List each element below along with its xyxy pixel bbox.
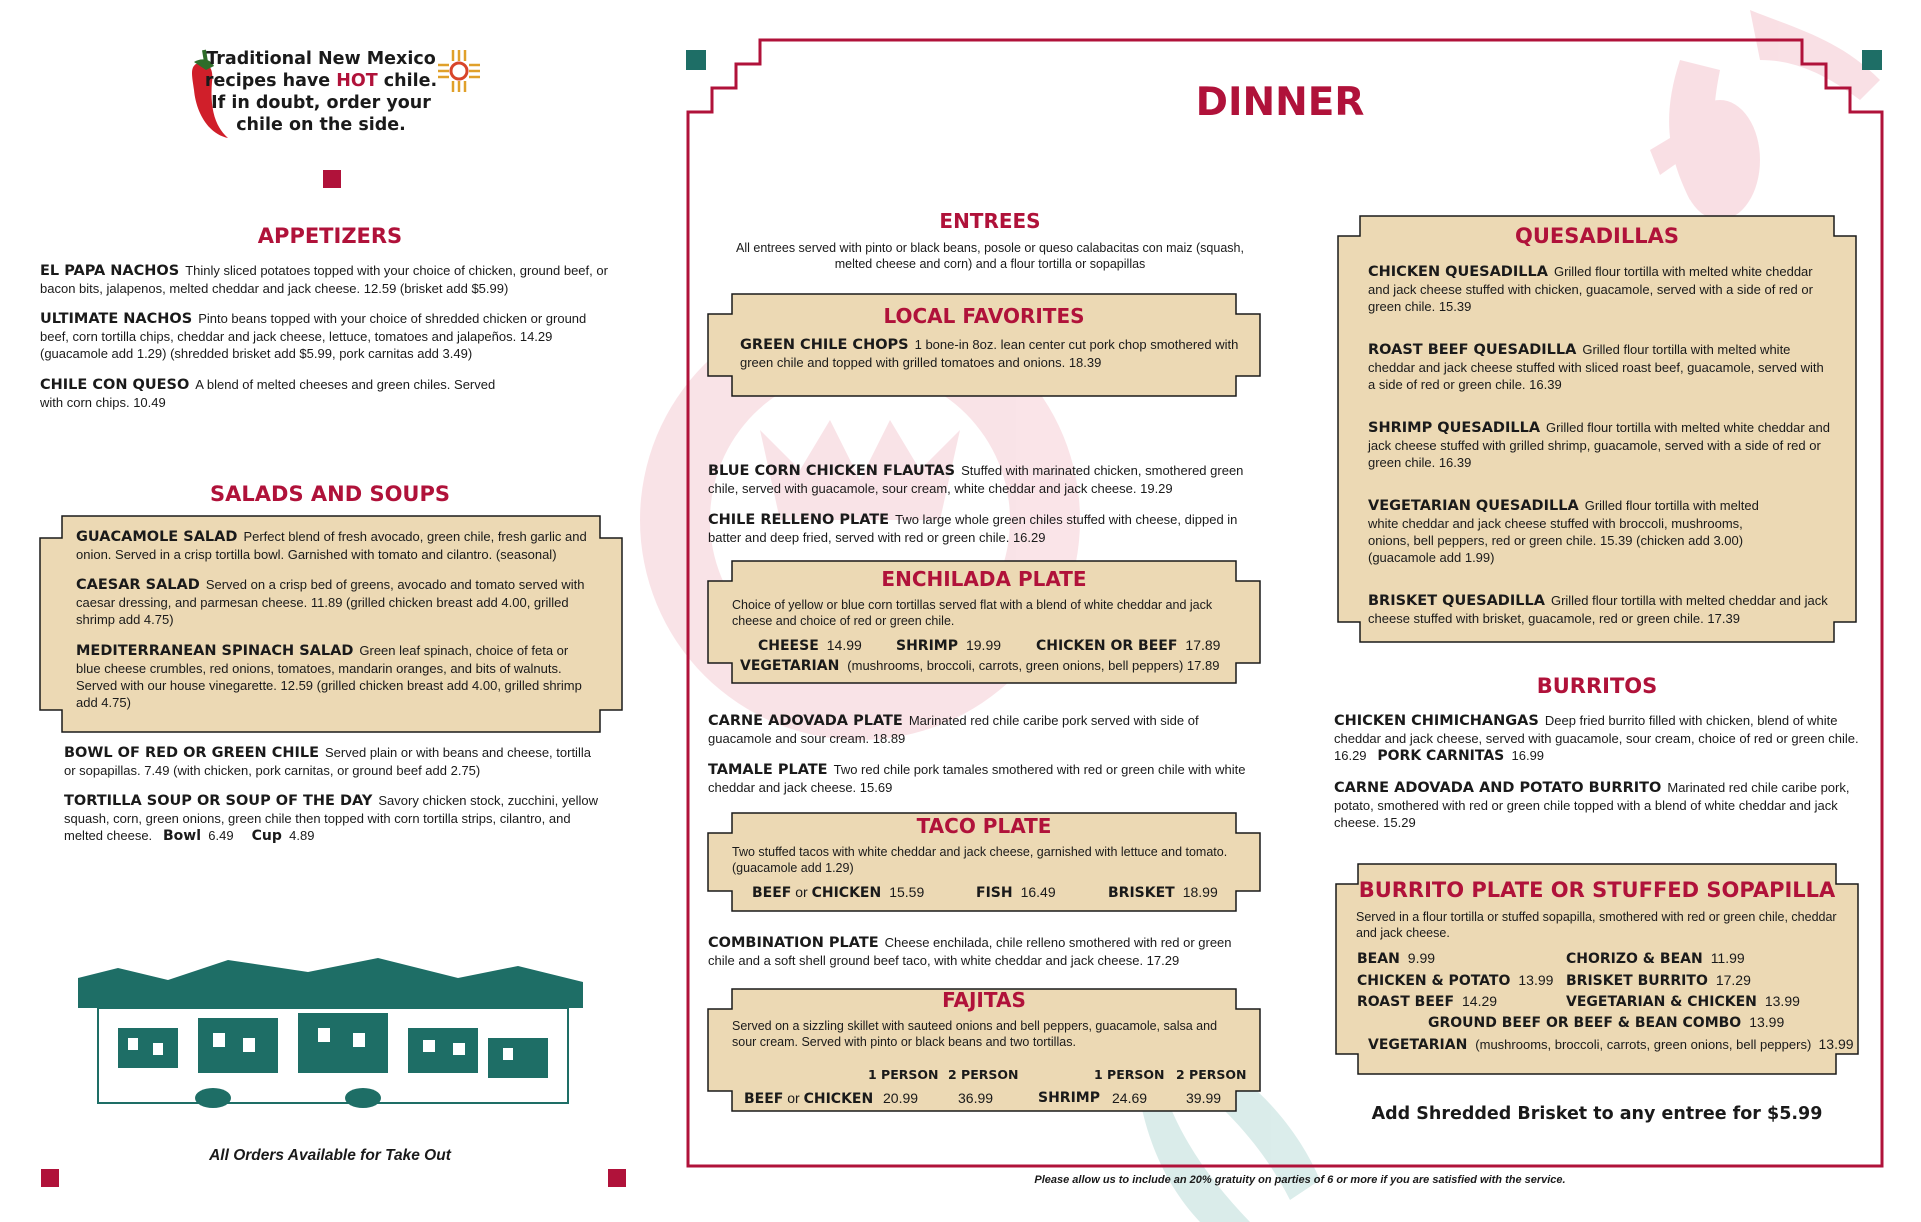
menu-item: CAESAR SALAD Served on a crisp bed of greens, avocado and tomato served with caesar dressing, and parmesan cheese. 11.89 (grilled chicken breast add 4.00, grilled shrimp add 4.75) [76,577,585,627]
burrito-plate-title: BURRITO PLATE OR STUFFED SOPAPILLA [1358,878,1836,902]
menu-item: TAMALE PLATE Two red chile pork tamales smothered with red or green chile with white cheddar and jack cheese. 15.69 [708,762,1246,795]
price-label: SHRIMP [1038,1090,1100,1106]
person-header: 1 PERSON [868,1067,939,1082]
fajitas-title: FAJITAS [942,988,1026,1012]
menu-item: CHICKEN QUESADILLA Grilled flour tortilla with melted white cheddar and jack cheese stuffed with chicken, guacamole, served with a side of red or green chile. 15.39 [1368,264,1813,314]
pueblo-illustration [78,948,586,1118]
price-row: CHEESE 14.99 [758,637,862,654]
price-row: VEGETARIAN (mushrooms, broccoli, carrots, green onions, bell peppers) 17.89 [740,658,1220,674]
menu-item: CHILE CON QUESO A blend of melted cheeses and green chiles. Served with corn chips. 10.49 [40,377,496,410]
price-row: VEGETARIAN & CHICKEN 13.99 [1566,993,1800,1010]
price-row: BEEF or CHICKEN [744,1090,874,1107]
brisket-note: Add Shredded Brisket to any entree for $5.99 [1371,1104,1823,1124]
decor-square [608,1169,626,1187]
tagline-line-2: recipes have HOT chile. [204,71,438,91]
menu-item: BOWL OF RED OR GREEN CHILE Served plain or with beans and cheese, tortilla or sopapillas. 7.49 (with chicken, pork carnitas, or ground beef add 2.75) [64,745,591,778]
decor-square-teal [686,50,706,70]
menu-item: BRISKET QUESADILLA Grilled flour tortilla with melted cheddar and jack cheese stuffed with brisket, guacamole, red or green chile. 17.39 [1368,593,1828,626]
quesadillas-title: QUESADILLAS [1514,224,1679,248]
menu-item: TORTILLA SOUP OR SOUP OF THE DAY Savory chicken stock, zucchini, yellow squash, corn, green onions, green chile then topped with corn tortilla strips, cilantro, and melted cheese. Bowl 6.49 Cup 4.89 [64,793,599,844]
tagline-line-4: chile on the side. [236,115,406,135]
price-row: GROUND BEEF OR BEEF & BEAN COMBO 13.99 [1428,1014,1785,1031]
gratuity-note: Please allow us to include an 20% gratuity on parties of 6 or more if you are satisfied with the service. [1034,1174,1566,1186]
price-row: BEEF or CHICKEN 15.59 [752,884,925,901]
menu-item: ULTIMATE NACHOS Pinto beans topped with your choice of shredded chicken or ground beef, corn tortilla chips, cheddar and jack cheese, lettuce, tomatoes and jalapeños. 14.29 (guacamole add 1.29) (shredded brisket add $5.99, pork carnitas add 3.49) [40,311,587,361]
enchilada-desc: Choice of yellow or blue corn tortillas served flat with a blend of white cheddar and jack cheese and choice of red or green chile. [732,598,1213,628]
menu-item: EL PAPA NACHOS Thinly sliced potatoes topped with your choice of chicken, ground beef, or bacon bits, jalapenos, melted cheddar and jack cheese. 12.59 (brisket add $5.99) [40,263,608,296]
decor-square-teal [1862,50,1882,70]
price-value: 39.99 [1186,1090,1222,1106]
fajitas-desc: Served on a sizzling skillet with sauteed onions and bell peppers, guacamole, salsa and sour cream. Served with pinto or black beans and two tortillas. [732,1019,1218,1049]
person-header: 2 PERSON [948,1067,1019,1082]
price-value: 36.99 [958,1090,994,1106]
menu-item: CARNE ADOVADA PLATE Marinated red chile caribe pork served with side of guacamole and sour cream. 18.89 [708,713,1199,746]
menu-item: CHILE RELLENO PLATE Two large whole green chiles stuffed with cheese, dipped in batter and deep fried, served with red or green chile. 16.29 [708,512,1238,545]
menu-item: CHICKEN CHIMICHANGAS Deep fried burrito filled with chicken, blend of white cheddar and jack cheese, served with guacamole, sour cream, choice of red or green chile. 16.29 PORK CARNITAS 16.99 [1334,713,1859,764]
person-header: 2 PERSON [1176,1067,1247,1082]
salads-title: SALADS AND SOUPS [210,482,450,506]
person-header: 1 PERSON [1094,1067,1165,1082]
local-favorites-title: LOCAL FAVORITES [883,304,1085,328]
entrees-title: ENTREES [939,209,1041,233]
price-value: 24.69 [1112,1090,1148,1106]
enchilada-title: ENCHILADA PLATE [881,567,1087,591]
price-value: 20.99 [883,1090,919,1106]
price-row: FISH 16.49 [976,884,1056,901]
taco-desc: Two stuffed tacos with white cheddar and jack cheese, garnished with lettuce and tomato. (guacamole add 1.29) [732,845,1228,875]
tagline-line-3: If in doubt, order your [211,93,431,113]
price-row: BEAN 9.99 [1357,950,1436,967]
price-row: CHORIZO & BEAN 11.99 [1566,950,1745,967]
tagline [196,48,446,136]
takeout-note: All Orders Available for Take Out [209,1147,451,1164]
menu-item: GREEN CHILE CHOPS 1 bone-in 8oz. lean center cut pork chop smothered with green chile and topped with grilled tomatoes and onions. 18.39 [740,337,1239,370]
price-row: CHICKEN OR BEEF 17.89 [1036,637,1221,654]
appetizers-title: APPETIZERS [257,224,403,248]
price-row: SHRIMP 19.99 [896,637,1002,654]
menu-item: CARNE ADOVADA AND POTATO BURRITO Marinated red chile caribe pork, potato, smothered with red or green chile topped with a blend of white cheddar and jack cheese. 15.29 [1334,780,1850,830]
price-row: VEGETARIAN (mushrooms, broccoli, carrots, green onions, bell peppers) 13.99 [1368,1036,1854,1053]
price-row: CHICKEN & POTATO 13.99 [1357,972,1554,989]
menu-item: SHRIMP QUESADILLA Grilled flour tortilla with melted white cheddar and jack cheese stuffed with grilled shrimp, guacamole, served with a side of red or green chile. 16.39 [1368,420,1831,470]
taco-title: TACO PLATE [916,814,1052,838]
entrees-note: All entrees served with pinto or black beans, posole or queso calabacitas con maiz (squash, melted cheese and corn) and a flour tortilla or sopapillas [736,241,1244,271]
menu-item: MEDITERRANEAN SPINACH SALAD Green leaf spinach, choice of feta or blue cheese crumbles, red onions, tomatoes, mandarin oranges, and bits of walnuts. Served with our house vinegarette. 12.59 (grilled chicken breast add 4.00, grilled shrimp add 4.75) [76,643,582,710]
menu-item: COMBINATION PLATE Cheese enchilada, chile relleno smothered with red or green chile and a soft shell ground beef taco, with white cheddar and jack cheese. 17.29 [708,935,1232,968]
menu-item: BLUE CORN CHICKEN FLAUTAS Stuffed with marinated chicken, smothered green chile, served with guacamole, sour cream, white cheddar and jack cheese. 19.29 [708,463,1244,496]
price-row: ROAST BEEF 14.29 [1357,993,1498,1010]
price-row: BRISKET 18.99 [1108,884,1218,901]
burrito-plate-desc: Served in a flour tortilla or stuffed sopapilla, smothered with red or green chile, cheddar and jack cheese. [1356,910,1837,940]
dinner-title: DINNER [1195,80,1365,125]
menu-item: GUACAMOLE SALAD Perfect blend of fresh avocado, green chile, fresh garlic and onion. Served in a crisp tortilla bowl. Garnished with tomato and cilantro. (seasonal) [76,529,587,562]
burritos-title: BURRITOS [1536,674,1658,698]
decor-square [323,170,341,188]
menu-item: ROAST BEEF QUESADILLA Grilled flour tortilla with melted white cheddar and jack cheese stuffed with sliced roast beef, guacamole, served with a side of red or green chile. 16.39 [1368,342,1824,392]
hot-word: HOT [336,71,378,91]
tagline-line-1: Traditional New Mexico [206,49,436,69]
price-row: BRISKET BURRITO 17.29 [1566,972,1751,989]
menu-item: VEGETARIAN QUESADILLA Grilled flour tortilla with melted white cheddar and jack cheese stuffed with broccoli, mushrooms, onions, bell peppers, red or green chile. 15.39 (chicken add 3.00) (guacamole add 1.99) [1368,498,1759,565]
decor-square [41,1169,59,1187]
